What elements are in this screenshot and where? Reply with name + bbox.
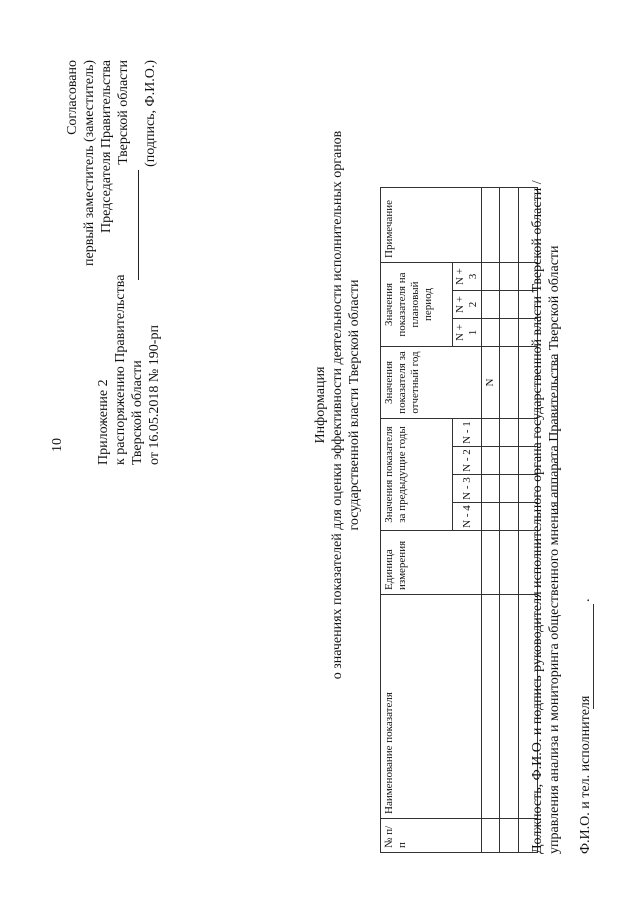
appendix-title: Приложение 2 (96, 379, 111, 465)
header-year-n-plus-2: N + 2 (453, 291, 482, 319)
header-previous-years: Значения показателя за предыдущие годы (381, 419, 453, 531)
executor-fill-line (593, 604, 594, 709)
table-header-row (381, 188, 453, 853)
appendix-date: от 16.05.2018 № 190-рп (147, 325, 162, 465)
signature-line-2: управления анализа и мониторинга общественного мнения аппарата Правительства Тверской области (547, 245, 562, 854)
appendix-block (95, 275, 163, 465)
executor-end-mark: . (578, 598, 593, 602)
signature-block (529, 180, 563, 854)
appendix-order-ref: к распоряжению Правительства (113, 274, 128, 465)
approval-block (64, 60, 132, 300)
header-year-n-minus-4: N - 4 (453, 503, 482, 531)
indicators-table (380, 187, 538, 853)
title-subheading-2: государственной власти Тверской области (347, 279, 362, 531)
header-year-n-plus-1: N + 1 (453, 319, 482, 347)
title-heading: Информация (313, 366, 328, 444)
signature-line-1: Должность, Ф.И.О. и подпись руководителя исполнительного органа государственной власти Тверской области / (530, 180, 545, 854)
document-title (312, 5, 363, 805)
executor-label: Ф.И.О. и тел. исполнителя (578, 695, 593, 854)
header-note: Примечание (381, 188, 482, 263)
header-planned-period: Значения показателя на плановый период (381, 263, 453, 347)
header-year-n-minus-1: N - 1 (453, 419, 482, 447)
table-row (500, 188, 519, 853)
title-subheading: о значениях показателей для оценки эффективности деятельности исполнительных органов (330, 130, 345, 680)
appendix-region: Тверской области (130, 360, 145, 465)
header-year-n-minus-2: N - 2 (453, 447, 482, 475)
header-year-n-minus-3: N - 3 (453, 475, 482, 503)
table-number-row (482, 188, 500, 853)
approval-position: первый заместитель (заместитель) (82, 60, 97, 266)
signature-fill-line (557, 355, 558, 513)
header-reporting-year: Значения показателя за отчетный год (381, 347, 482, 419)
approval-title: Согласовано (65, 60, 80, 135)
approval-signature-caption: (подпись, Ф.И.О.) (143, 60, 158, 167)
approval-position-2: Председателя Правительства (99, 60, 114, 234)
approval-signature-line (138, 170, 139, 280)
reporting-year-label: N (482, 347, 500, 419)
header-unit: Единица измерения (381, 531, 482, 595)
header-year-n-plus-3: N + 3 (453, 263, 482, 291)
page-number: 10 (50, 438, 65, 452)
header-num: № п/п (381, 819, 482, 853)
header-name: Наименование показателя (381, 595, 482, 819)
approval-region: Тверской области (116, 60, 131, 165)
